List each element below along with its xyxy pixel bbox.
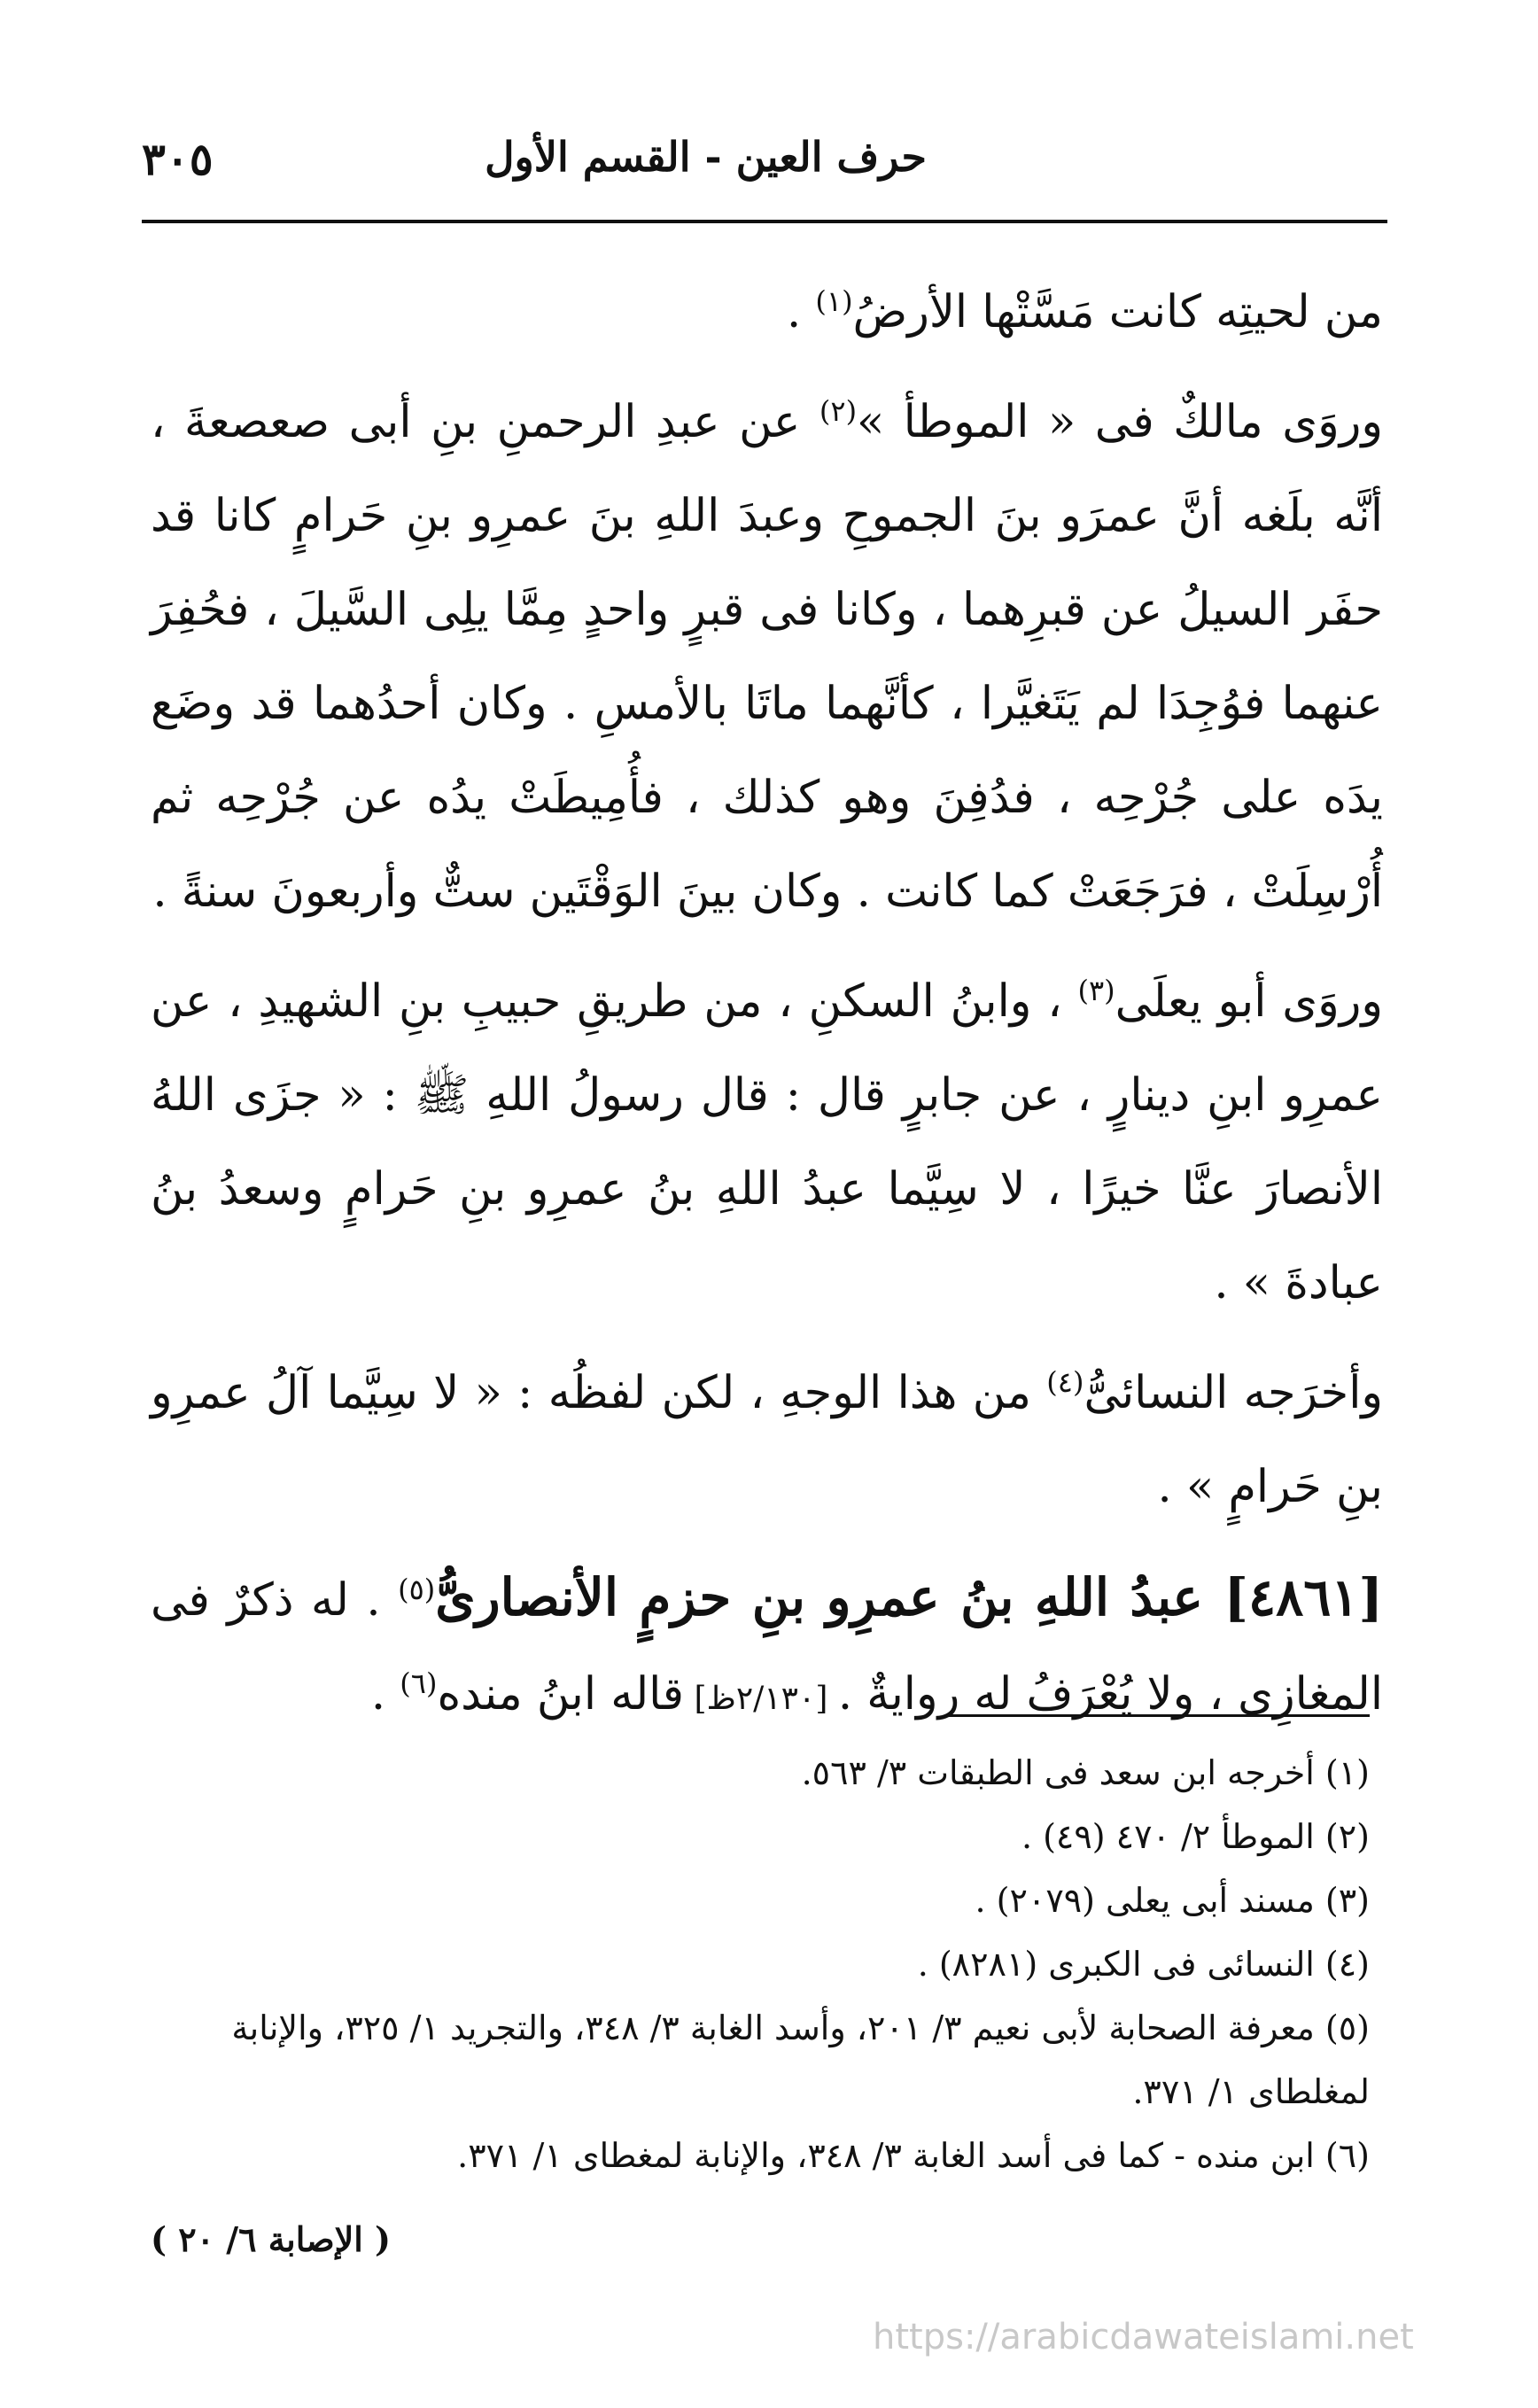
paragraph-2-text: عن عبدِ الرحمنِ بنِ أبى صعصعةَ ، أنَّه بلَغه أنَّ عمرَو بنَ الجموحِ وعبدَ اللهِ بنَ عمرِو بنِ حَرامٍ كانا قد حفَر السيلُ عن قبرِهما ، وكانا فى قبرٍ واحدٍ مِمَّا يلِى السَّيلَ ، فحُفِرَ عنهما فوُجِدَا لم يَتَغيَّرا ، كأنَّهما ماتَا بالأمسِ . وكان أحدُهما قد وضَع يدَه على جُرْحِه ، فدُفِنَ وهو كذلك ، فأُمِيطَتْ يدُه عن جُرْحِه ثم أُرْسِلَتْ ، فرَجَعَتْ كما كانت . وكان بينَ الوَقْتَين ستٌّ وأربعونَ سنةً . [151, 396, 1383, 918]
manuscript-ref: [٢/١٣٠ظ] [684, 1681, 838, 1717]
watermark-url: https://arabicdawateislami.net [873, 2317, 1414, 2358]
footnote-ref-6[interactable]: (٦) [400, 1666, 438, 1700]
footnote-3: (٣) مسند أبى يعلى (٢٠٧٩) . [975, 1881, 1370, 1920]
entry-end: . [370, 1668, 400, 1721]
paragraph-4 [151, 1347, 1383, 1534]
paragraph-4-text: من هذا الوجهِ ، لكن لفظُه : « لا سِيَّما آلُ عمرِو بنِ حَرامٍ » . [151, 1367, 1383, 1513]
footnote-ref-3[interactable]: (٣) [1077, 974, 1115, 1007]
entry-text-attribution: قاله ابنُ منده [437, 1668, 685, 1721]
paragraph-2 [151, 376, 1383, 939]
footnotes [155, 1741, 1370, 2187]
running-head [142, 133, 1387, 195]
page-number: ٣٠٥ [142, 133, 214, 185]
footnote-ref-4[interactable]: (٤) [1046, 1365, 1084, 1399]
footnote-ref-5[interactable]: (٥) [398, 1573, 436, 1606]
entry-number: [٤٨٦١] [1223, 1567, 1383, 1627]
footnote-1: (١) أخرجه ابن سعد فى الطبقات ٣/ ٥٦٣. [801, 1753, 1370, 1792]
paragraph-1-end: . [786, 286, 816, 338]
footnote-ref-1[interactable]: (١) [815, 284, 853, 318]
header-rule [142, 220, 1387, 223]
footnote-4: (٤) النسائى فى الكبرى (٨٢٨١) . [917, 1945, 1370, 1984]
paragraph-3-lead: وروَى أبو يعلَى [1115, 975, 1383, 1028]
footnote-6: (٦) ابن منده - كما فى أسد الغابة ٣/ ٣٤٨، والإنابة لمغطاى ١/ ٣٧١. [457, 2136, 1370, 2175]
source-reference: ( الإصابة ٦/ ٢٠ ) [151, 2219, 392, 2259]
entry-name: عبدُ اللهِ بنُ عمرِو بنِ حزمٍ الأنصارىُّ [435, 1567, 1224, 1627]
running-head-title: حرف العين - القسم الأول [485, 133, 927, 181]
footnote-2: (٢) الموطأ ٢/ ٤٧٠ (٤٩) . [1021, 1817, 1370, 1856]
footnote-ref-2[interactable]: (٢) [819, 394, 858, 428]
entry-text: . له ذكرٌ فى المغازِى ، ولا يُعْرَفُ له روايةٌ . [151, 1574, 1383, 1721]
main-text [151, 266, 1383, 1762]
footnote-rule [944, 1714, 1370, 1717]
paragraph-3 [151, 955, 1383, 1331]
paragraph-1 [151, 266, 1383, 360]
footnote-5: (٥) معرفة الصحابة لأبى نعيم ٣/ ٢٠١، وأسد الغابة ٣/ ٣٤٨، والتجريد ١/ ٣٢٥، والإنابة لمغلطاى ١/ ٣٧١. [231, 2008, 1370, 2111]
paragraph-2-lead: وروَى مالكٌ فى « الموطأ » [857, 396, 1383, 448]
paragraph-4-lead: وأخرَجه النسائىُّ [1084, 1367, 1383, 1419]
paragraph-3-text: ، وابنُ السكنِ ، من طريقِ حبيبِ بنِ الشهيدِ ، عن عمرِو ابنِ دينارٍ ، عن جابرٍ قال : قال رسولُ اللهِ ﷺ : « جزَى اللهُ الأنصارَ عنَّا خيرًا ، لا سِيَّما عبدُ اللهِ بنُ عمرِو بنِ حَرامٍ وسعدُ بنُ عبادةَ » . [151, 975, 1383, 1309]
paragraph-1-text: من لحيتِه كانت مَسَّتْها الأرضُ [852, 286, 1383, 338]
